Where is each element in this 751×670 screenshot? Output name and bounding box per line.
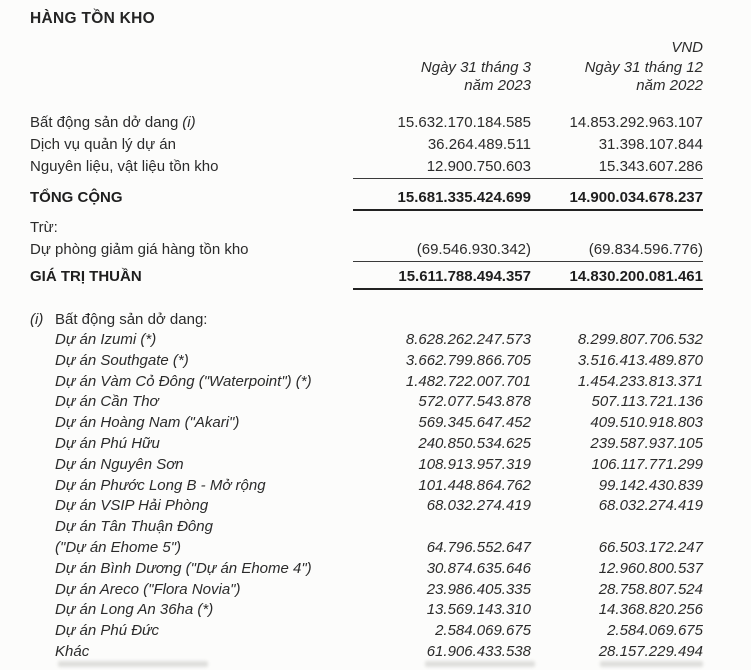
row-label: Dự án Nguyên Sơn	[55, 455, 184, 473]
row-value-col1: 572.077.543.878	[418, 393, 531, 411]
row-label-cell	[30, 517, 353, 538]
row-label: Dự án Southgate (*)	[55, 351, 189, 369]
row-value-col2	[531, 217, 703, 239]
row-label-cell	[30, 239, 353, 262]
row-label: Dự phòng giảm giá hàng tồn kho	[30, 241, 249, 258]
row-label-cell	[30, 600, 353, 621]
table-row	[30, 309, 703, 330]
table-row	[30, 476, 703, 497]
row-label-cell	[30, 580, 353, 601]
row-value-col1: 1.482.722.007.701	[405, 372, 531, 390]
row-value-col1: 108.913.957.319	[418, 455, 531, 473]
table-row	[30, 496, 703, 517]
row-value-col1	[353, 517, 531, 538]
row-value-col2: 409.510.918.803	[590, 414, 703, 432]
row-value-col1: 569.345.647.452	[418, 414, 531, 432]
row-label: Dự án Phú Hữu	[55, 434, 160, 452]
row-value-col2: 8.299.807.706.532	[577, 331, 703, 348]
row-value-col1: 15.632.170.184.585	[397, 114, 531, 131]
row-value-col2: 14.853.292.963.107	[569, 114, 703, 131]
row-label: GIÁ TRỊ THUẦN	[30, 268, 142, 285]
row-value-col2: 68.032.274.419	[598, 497, 703, 515]
column-header-line: năm 2022	[636, 77, 703, 94]
row-label-cell	[30, 496, 353, 517]
row-label: Dự án Vàm Cỏ Đông ("Waterpoint") (*)	[55, 372, 312, 390]
row-value-col2: 14.900.034.678.237	[531, 187, 703, 211]
row-value-col2	[531, 309, 703, 330]
row-value-col1: 61.906.433.538	[426, 642, 531, 660]
table-row	[30, 239, 703, 262]
table-row	[30, 266, 703, 290]
row-label-cell	[30, 413, 353, 434]
row-value-col1: 15.681.335.424.699	[353, 187, 531, 211]
column-header-line: năm 2023	[464, 77, 531, 94]
row-label: Dự án Cần Thơ	[55, 393, 159, 411]
row-label-cell	[30, 434, 353, 455]
row-value-col2: 15.343.607.286	[531, 156, 703, 179]
row-label: ("Dự án Ehome 5")	[55, 538, 182, 556]
row-value-col2: 1.454.233.813.371	[577, 372, 703, 390]
table-row	[30, 434, 703, 455]
row-value-col2: 12.960.800.537	[598, 559, 703, 577]
row-label: Dự án Phú Đức	[55, 622, 160, 640]
row-value-col1: 12.900.750.603	[353, 156, 531, 179]
row-value-col2: 31.398.107.844	[598, 136, 703, 153]
row-label-cell	[30, 372, 353, 393]
row-value-col2: 239.587.937.105	[590, 434, 703, 452]
table-row	[30, 187, 703, 211]
section-index: (i)	[30, 311, 44, 328]
row-label: Dự án Long An 36ha (*)	[55, 601, 214, 619]
table-row	[30, 600, 703, 621]
row-label: Nguyên liệu, vật liệu tồn kho	[30, 158, 219, 175]
row-label-cell	[30, 392, 353, 413]
row-value-col2: 3.516.413.489.870	[577, 351, 703, 369]
row-label: Dự án Hoàng Nam ("Akari")	[55, 414, 240, 432]
row-value-col2	[531, 517, 703, 538]
column-headers	[30, 59, 703, 95]
row-label: Khác	[55, 642, 90, 660]
row-label: Bất động sản dở dang:	[55, 311, 208, 328]
row-label: Bất động sản dở dang	[30, 114, 179, 131]
row-value-col1: 15.611.788.494.357	[353, 266, 531, 290]
row-value-col2: 28.758.807.524	[598, 580, 703, 598]
row-label-cell	[30, 351, 353, 372]
cut-off-next-line-artifact	[600, 661, 703, 667]
row-value-col1: 8.628.262.247.573	[405, 331, 531, 348]
row-label-cell	[30, 217, 353, 239]
row-value-col1: 3.662.799.866.705	[405, 351, 531, 369]
row-label-cell	[30, 156, 353, 179]
row-value-col2: 28.157.229.494	[598, 642, 703, 660]
row-label-cell	[30, 266, 353, 290]
cut-off-next-line-artifact	[425, 661, 535, 667]
row-value-col1: 240.850.534.625	[418, 434, 531, 452]
table-row	[30, 413, 703, 434]
row-label: Dự án Areco ("Flora Novia")	[55, 580, 241, 598]
row-value-col1: (69.546.930.342)	[353, 239, 531, 262]
table-row	[30, 372, 703, 393]
row-label: Dự án Tân Thuận Đông	[55, 518, 213, 536]
table-row	[30, 517, 703, 538]
row-value-col2: 2.584.069.675	[607, 622, 703, 640]
column-header-line: Ngày 31 tháng 12	[584, 59, 703, 76]
row-value-col2: 507.113.721.136	[591, 393, 703, 411]
cut-off-next-line-artifact	[58, 661, 208, 667]
row-label-cell	[30, 134, 353, 156]
row-label-cell	[30, 112, 353, 134]
row-value-col1	[353, 309, 531, 330]
table-row	[30, 112, 703, 134]
page-title: HÀNG TỒN KHO	[30, 10, 156, 27]
column-header-line: Ngày 31 tháng 3	[420, 59, 531, 76]
row-note: (i)	[182, 114, 196, 131]
table-row	[30, 621, 703, 642]
row-label: Dự án VSIP Hải Phòng	[55, 497, 209, 515]
row-label-cell	[30, 642, 353, 663]
table-row	[30, 351, 703, 372]
row-label: Trừ:	[30, 219, 58, 236]
row-value-col2: 66.503.172.247	[598, 538, 703, 556]
row-label-cell	[30, 455, 353, 476]
table-row	[30, 538, 703, 559]
row-label-cell	[30, 621, 353, 642]
table-row	[30, 392, 703, 413]
table-row	[30, 580, 703, 601]
row-value-col2: 106.117.771.299	[591, 455, 703, 473]
row-value-col1: 68.032.274.419	[426, 497, 531, 515]
table-row	[30, 134, 703, 156]
row-value-col1: 64.796.552.647	[426, 538, 531, 556]
table-row	[30, 642, 703, 663]
table-row	[30, 156, 703, 179]
row-label-cell	[30, 559, 353, 580]
row-label-cell	[30, 309, 353, 330]
row-value-col2: 14.830.200.081.461	[531, 266, 703, 290]
row-value-col1	[353, 217, 531, 239]
table-row	[30, 455, 703, 476]
table-body	[30, 112, 703, 663]
row-value-col2: (69.834.596.776)	[531, 239, 703, 262]
row-label-cell	[30, 538, 353, 559]
row-label-cell	[30, 476, 353, 497]
currency-label: VND	[671, 39, 703, 56]
row-value-col1: 2.584.069.675	[435, 622, 531, 640]
table-row	[30, 559, 703, 580]
row-label-cell	[30, 330, 353, 351]
row-label: Dịch vụ quản lý dự án	[30, 136, 176, 153]
row-label: Dự án Bình Dương ("Dự án Ehome 4")	[55, 559, 312, 577]
column-header-period-1	[353, 59, 531, 95]
row-label: Dự án Phước Long B - Mở rộng	[55, 476, 266, 494]
column-header-period-2	[531, 59, 703, 95]
row-value-col2: 99.142.430.839	[598, 476, 703, 494]
table-row	[30, 330, 703, 351]
table-row	[30, 217, 703, 239]
row-value-col1: 30.874.635.646	[426, 559, 531, 577]
row-value-col1: 101.448.864.762	[418, 476, 531, 494]
row-label: Dự án Izumi (*)	[55, 331, 157, 348]
row-value-col1: 23.986.405.335	[426, 580, 531, 598]
row-label: TỔNG CỘNG	[30, 189, 123, 206]
row-value-col1: 13.569.143.310	[426, 601, 531, 619]
row-value-col1: 36.264.489.511	[427, 136, 531, 153]
row-label-cell	[30, 187, 353, 211]
row-value-col2: 14.368.820.256	[598, 601, 703, 619]
